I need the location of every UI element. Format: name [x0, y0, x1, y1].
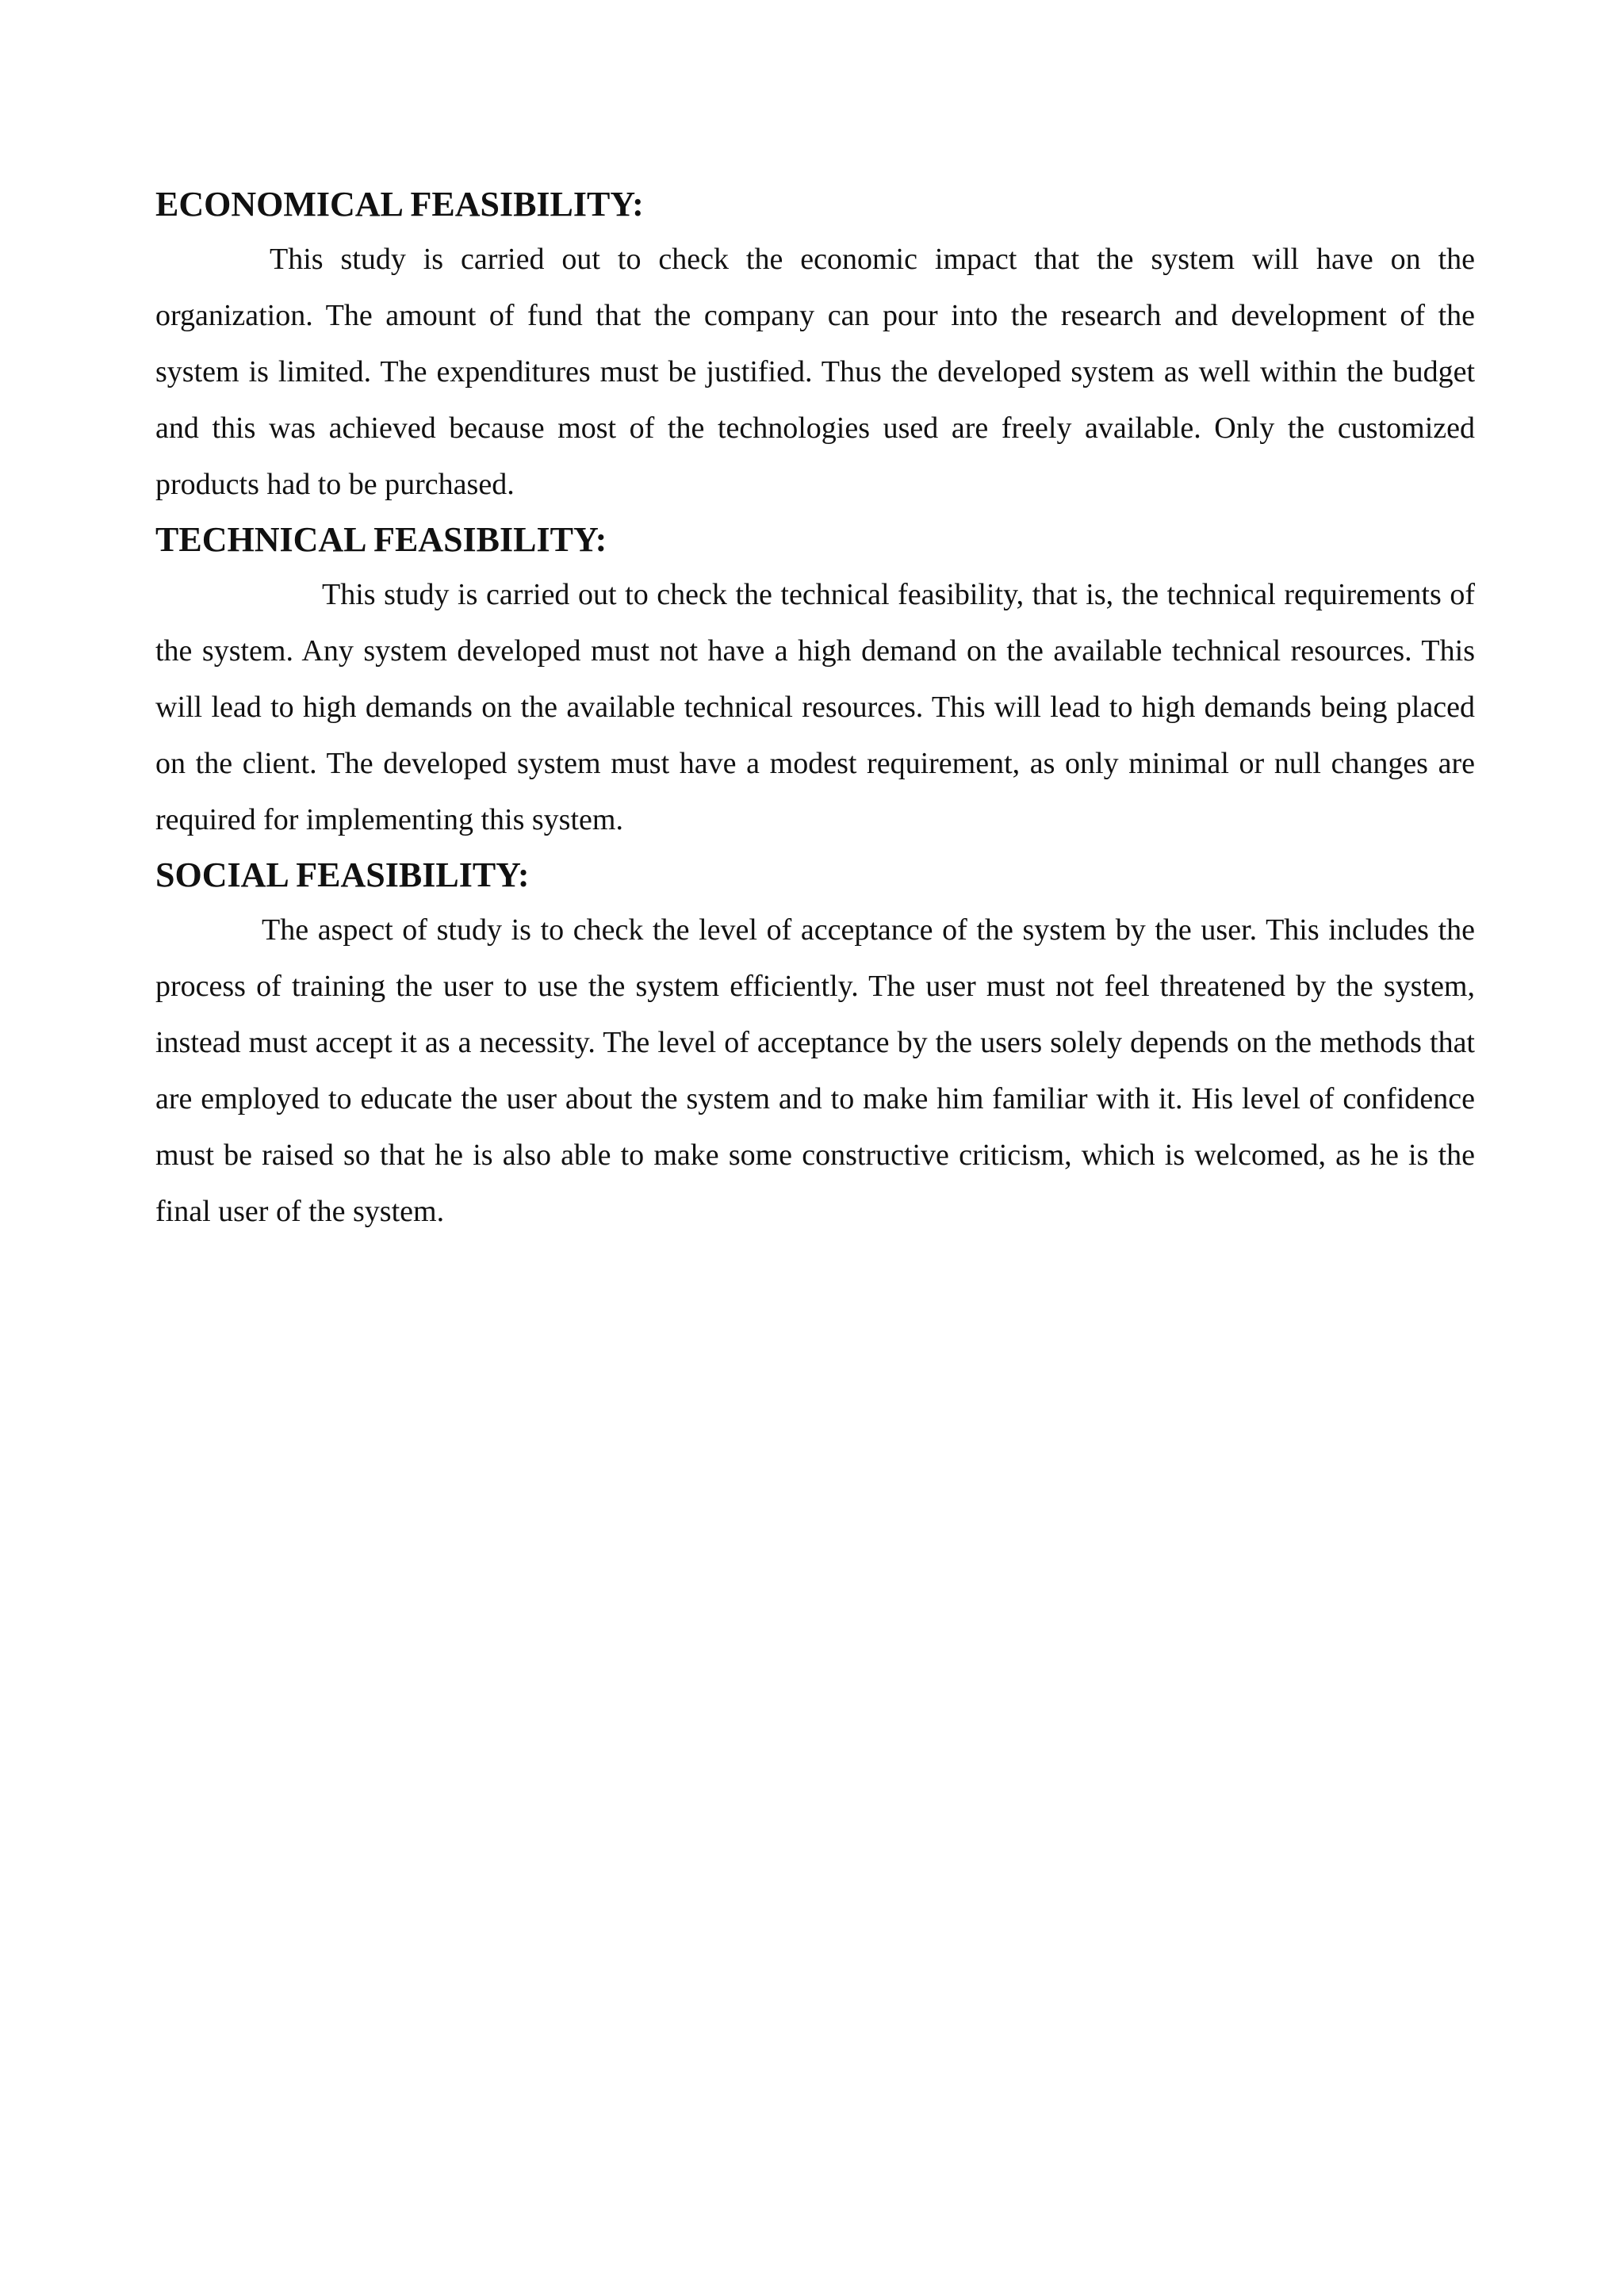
section-heading-social-feasibility: SOCIAL FEASIBILITY:	[155, 855, 530, 894]
section-paragraph-technical-feasibility: This study is carried out to check the technical feasibility, that is, the technical requirements of the system. Any system developed must not have a high demand on the available technical resources. This will lead to high demands on the available technical resources. This will lead to high demands being placed on the client. The developed system must have a modest requirement, as only minimal or null changes are required for implementing this system.	[155, 578, 1475, 836]
section-paragraph-social-feasibility: The aspect of study is to check the level of acceptance of the system by the user. This includes the process of training the user to use the system efficiently. The user must not feel threatened by the system, instead must accept it as a necessity. The level of acceptance by the users solely depends on the methods that are employed to educate the user about the system and to make him familiar with it. His level of confidence must be raised so that he is also able to make some constructive criticism, which is welcomed, as he is the final user of the system.	[155, 913, 1475, 1228]
section-paragraph-economical-feasibility: This study is carried out to check the economic impact that the system will have on the organization. The amount of fund that the company can pour into the research and development of the system is limited. The expenditures must be justified. Thus the developed system as well within the budget and this was achieved because most of the technologies used are freely available. Only the customized products had to be purchased.	[155, 243, 1475, 501]
document-content	[155, 178, 1475, 1240]
section-heading-economical-feasibility: ECONOMICAL FEASIBILITY:	[155, 185, 644, 224]
section-heading-technical-feasibility: TECHNICAL FEASIBILITY:	[155, 520, 607, 559]
